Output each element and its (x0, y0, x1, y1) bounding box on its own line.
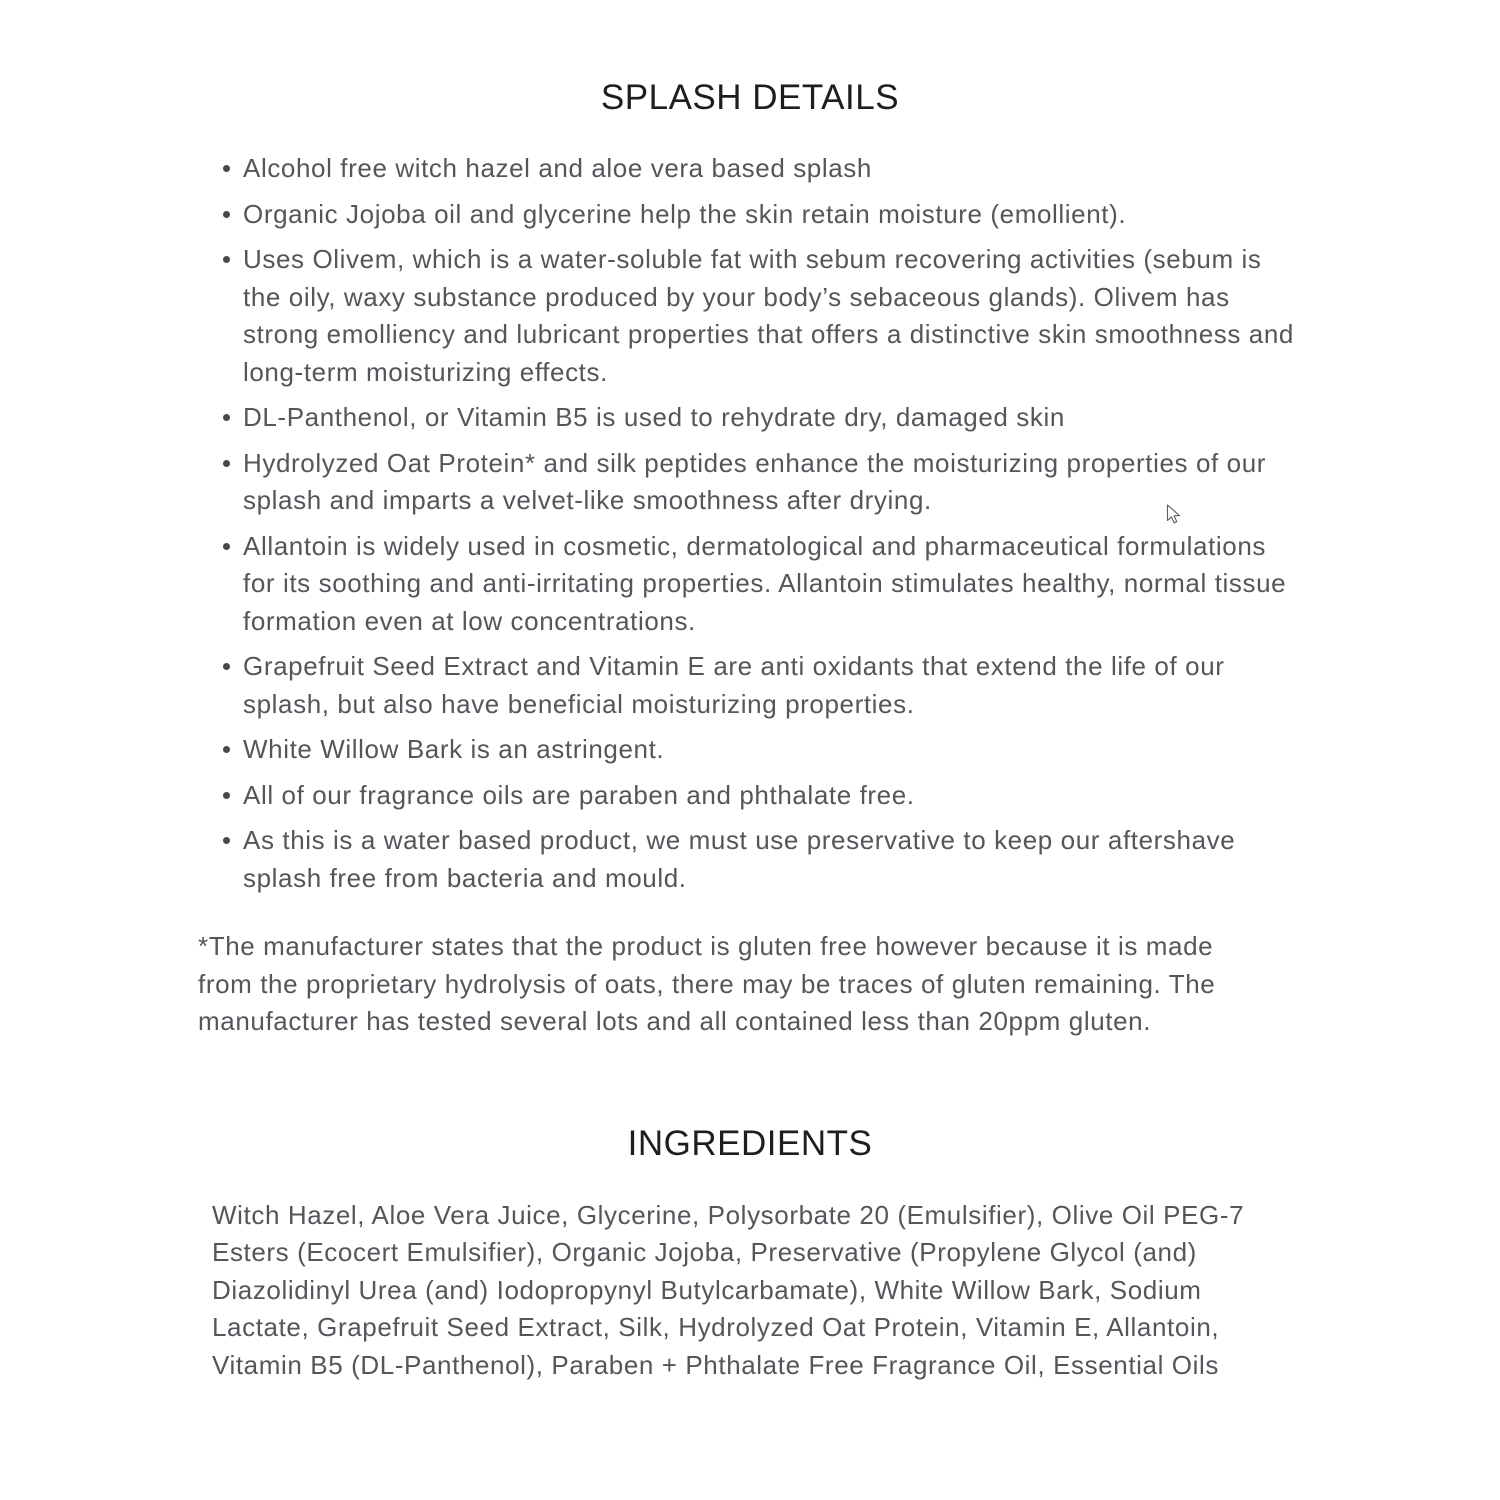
list-item: Organic Jojoba oil and glycerine help the skin retain moisture (emollient). (198, 196, 1302, 234)
gluten-footnote: *The manufacturer states that the product is gluten free however because it is made from the proprietary hydrolysis of oats, there may be traces of gluten remaining. The manufacturer has tested several lots and all contained less than 20ppm gluten. (198, 931, 1216, 1036)
list-item: Uses Olivem, which is a water-soluble fat with sebum recovering activities (sebum is the oily, waxy substance produced by your body’s sebaceous glands). Olivem has strong emolliency and lubricant properties that offers a distinctive skin smoothness and long-term moisturizing effects. (198, 241, 1302, 391)
ingredients-text: Witch Hazel, Aloe Vera Juice, Glycerine, Polysorbate 20 (Emulsifier), Olive Oil PEG-7 Esters (Ecocert Emulsifier), Organic Jojoba, Preservative (Propylene Glycol (and) Diazolidinyl Urea (and) Iodopropynyl Butylcarbamate), White Willow Bark, Sodium Lactate, Grapefruit Seed Extract, Silk, Hydrolyzed Oat Protein, Vitamin E, Allantoin, Vitamin B5 (DL-Panthenol), Paraben + Phthalate Free Fragrance Oil, Essential Oils (212, 1199, 1245, 1380)
list-item: Hydrolyzed Oat Protein* and silk peptides enhance the moisturizing properties of our splash and imparts a velvet-like smoothness after drying. (198, 445, 1302, 520)
list-item: Grapefruit Seed Extract and Vitamin E are anti oxidants that extend the life of our splash, but also have beneficial moisturizing properties. (198, 648, 1302, 723)
list-item: Alcohol free witch hazel and aloe vera based splash (198, 150, 1302, 188)
list-item: Allantoin is widely used in cosmetic, dermatological and pharmaceutical formulations for its soothing and anti-irritating properties. Allantoin stimulates healthy, normal tissue formation even at low concentrations. (198, 528, 1302, 641)
list-item: All of our fragrance oils are paraben and phthalate free. (198, 777, 1302, 815)
list-item: DL-Panthenol, or Vitamin B5 is used to rehydrate dry, damaged skin (198, 399, 1302, 437)
splash-details-heading: SPLASH DETAILS (600, 78, 900, 117)
list-item: White Willow Bark is an astringent. (198, 731, 1302, 769)
ingredients-heading: INGREDIENTS (627, 1123, 873, 1163)
list-item: As this is a water based product, we must use preservative to keep our aftershave splash free from bacteria and mould. (198, 822, 1302, 897)
content-container (198, 0, 1302, 1384)
details-list (198, 150, 1302, 897)
